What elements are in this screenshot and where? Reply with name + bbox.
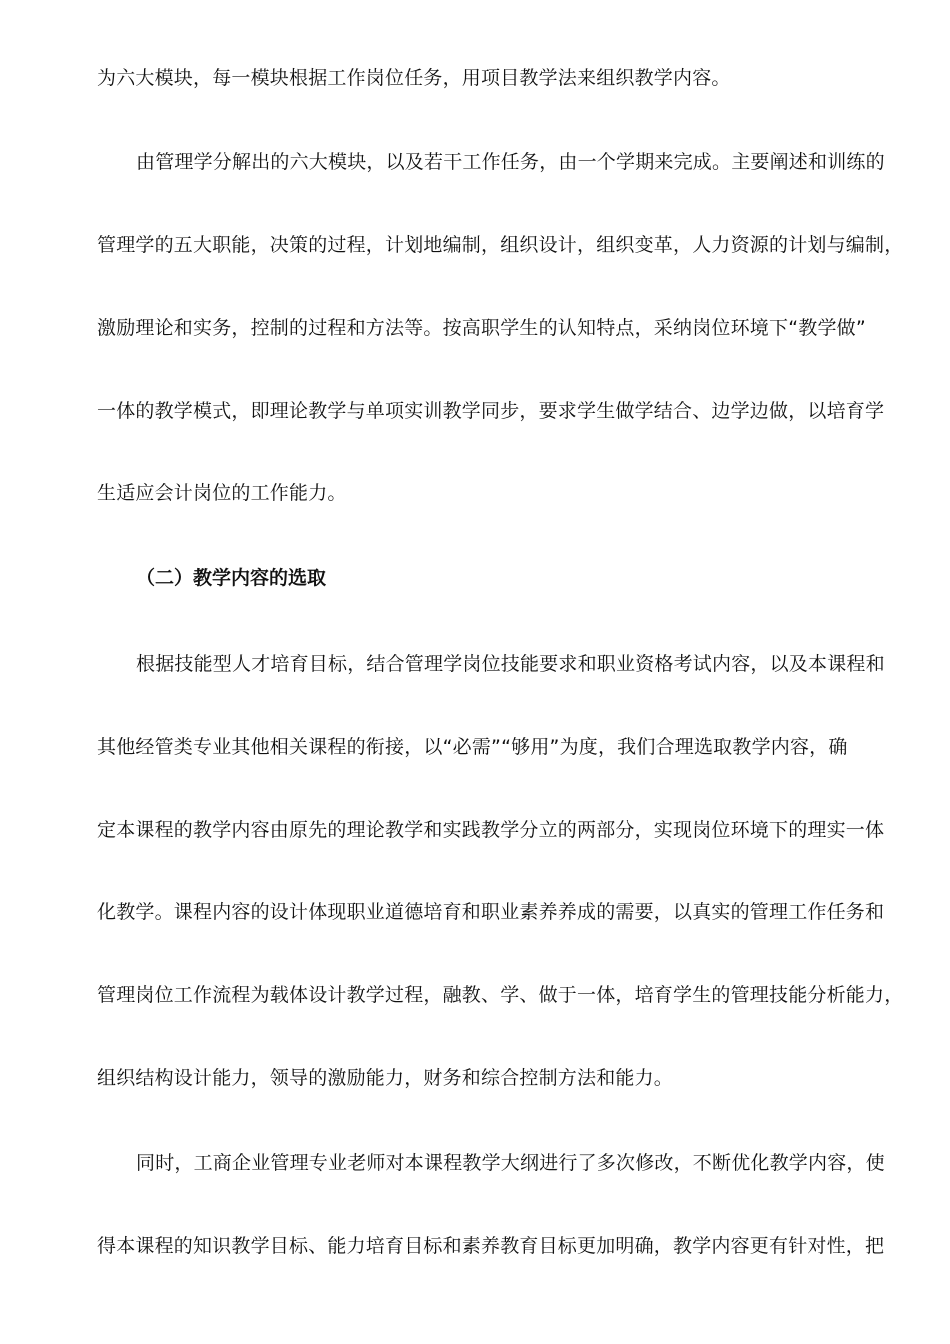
paragraph-line: 定本课程的教学内容由原先的理论教学和实践教学分立的两部分，实现岗位环境下的理实一体 — [97, 819, 885, 841]
paragraph-line: 其他经管类专业其他相关课程的衔接，以“必需”“够用”为度，我们合理选取教学内容，确 — [97, 736, 848, 758]
paragraph-line: 由管理学分解出的六大模块，以及若干工作任务，由一个学期来完成。主要阐述和训练的 — [136, 151, 885, 173]
paragraph-line: 激励理论和实务，控制的过程和方法等。按高职学生的认知特点，采纳岗位环境下“教学做” — [97, 317, 866, 339]
paragraph-line: 管理学的五大职能，决策的过程，计划地编制，组织设计，组织变革，人力资源的计划与编制， — [97, 234, 904, 256]
section-heading: （二）教学内容的选取 — [136, 567, 327, 589]
paragraph-line: 生适应会计岗位的工作能力。 — [97, 482, 347, 504]
paragraph-line: 为六大模块，每一模块根据工作岗位任务，用项目教学法来组织教学内容。 — [97, 67, 731, 89]
paragraph-line: 同时，工商企业管理专业老师对本课程教学大纲进行了多次修改，不断优化教学内容，使 — [136, 1152, 885, 1174]
paragraph-line: 组织结构设计能力，领导的激励能力，财务和综合控制方法和能力。 — [97, 1067, 674, 1089]
paragraph-line: 化教学。课程内容的设计体现职业道德培育和职业素养养成的需要，以真实的管理工作任务和 — [97, 901, 885, 923]
paragraph-line: 管理岗位工作流程为载体设计教学过程，融教、学、做于一体，培育学生的管理技能分析能力， — [97, 984, 904, 1006]
paragraph-line: 一体的教学模式，即理论教学与单项实训教学同步，要求学生做学结合、边学边做，以培育学 — [97, 400, 885, 422]
paragraph-line: 得本课程的知识教学目标、能力培育目标和素养教育目标更加明确，教学内容更有针对性，把 — [97, 1235, 885, 1257]
paragraph-line: 根据技能型人才培育目标，结合管理学岗位技能要求和职业资格考试内容，以及本课程和 — [136, 653, 885, 675]
